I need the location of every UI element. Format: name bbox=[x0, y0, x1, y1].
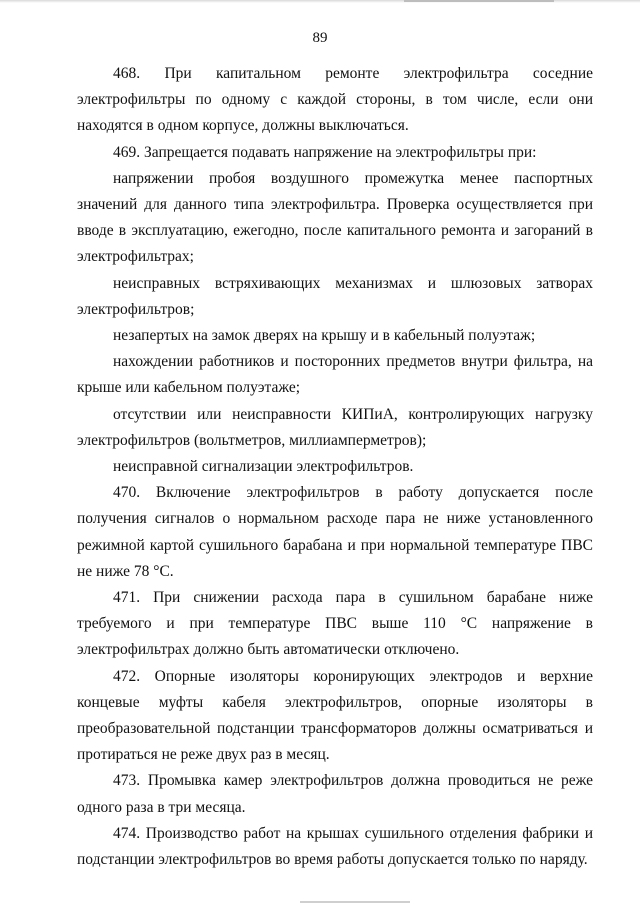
scan-bottom-artifact bbox=[300, 901, 410, 903]
paragraph-471: 471. При снижении расхода пара в сушильном барабане ниже требуемого и при температуре ПВС выше 110 °С напряжение в электрофильтрах должно быть автоматически отключено. bbox=[77, 589, 593, 659]
paragraph-470: 470. Включение электрофильтров в работу допускается после получения сигналов о нормальном расходе пара не ниже установленного режимной картой сушильного барабана и при нормальной температуре ПВС не ниже 78 °С. bbox=[77, 484, 593, 580]
paragraph-472: 472. Опорные изоляторы коронирующих электродов и верхние концевые муфты кабеля электрофильтров, опорные изоляторы в преобразовательной подстанции трансформаторов должны осматриваться и протираться не реже двух раз в месяц. bbox=[77, 667, 593, 764]
list-item-signalling: неисправной сигнализации электрофильтров. bbox=[113, 458, 414, 476]
list-item-faulty-mechanisms: неисправных встряхивающих механизмах и шлюзовых затворах электрофильтров; bbox=[77, 274, 593, 318]
document-body bbox=[77, 61, 593, 873]
paragraph-469: 469. Запрещается подавать напряжение на электрофильтры при: bbox=[113, 143, 537, 161]
list-item-breakdown-voltage: напряжении пробоя воздушного промежутка менее паспортных значений для данного типа электрофильтра. Проверка осуществляется при вводе в эксплуатацию, ежегодно, после капитального ремонта и загораний в электрофильтрах; bbox=[77, 169, 593, 266]
list-item-people-inside: нахождении работников и посторонних предметов внутри фильтра, на крыше или кабельном полуэтаже; bbox=[77, 353, 593, 397]
paragraph-473: 473. Промывка камер электрофильтров должна проводиться не реже одного раза в три месяца. bbox=[77, 772, 593, 816]
paragraph-474: 474. Производство работ на крышах сушильного отделения фабрики и подстанции электрофильтров во время работы допускается только по наряду. bbox=[77, 824, 593, 869]
page-number: 89 bbox=[312, 30, 328, 46]
list-item-unlocked-doors: незапертых на замок дверях на крышу и в кабельный полуэтаж; bbox=[113, 327, 536, 345]
scan-top-artifact bbox=[404, 0, 554, 2]
list-item-instruments: отсутствии или неисправности КИПиА, контролирующих нагрузку электрофильтров (вольтметров, миллиамперметров); bbox=[77, 405, 593, 449]
paragraph-468: 468. При капитальном ремонте электрофильтра соседние электрофильтры по одному с каждой стороны, в том числе, если они находятся в одном корпусе, должны выключаться. bbox=[77, 65, 593, 135]
